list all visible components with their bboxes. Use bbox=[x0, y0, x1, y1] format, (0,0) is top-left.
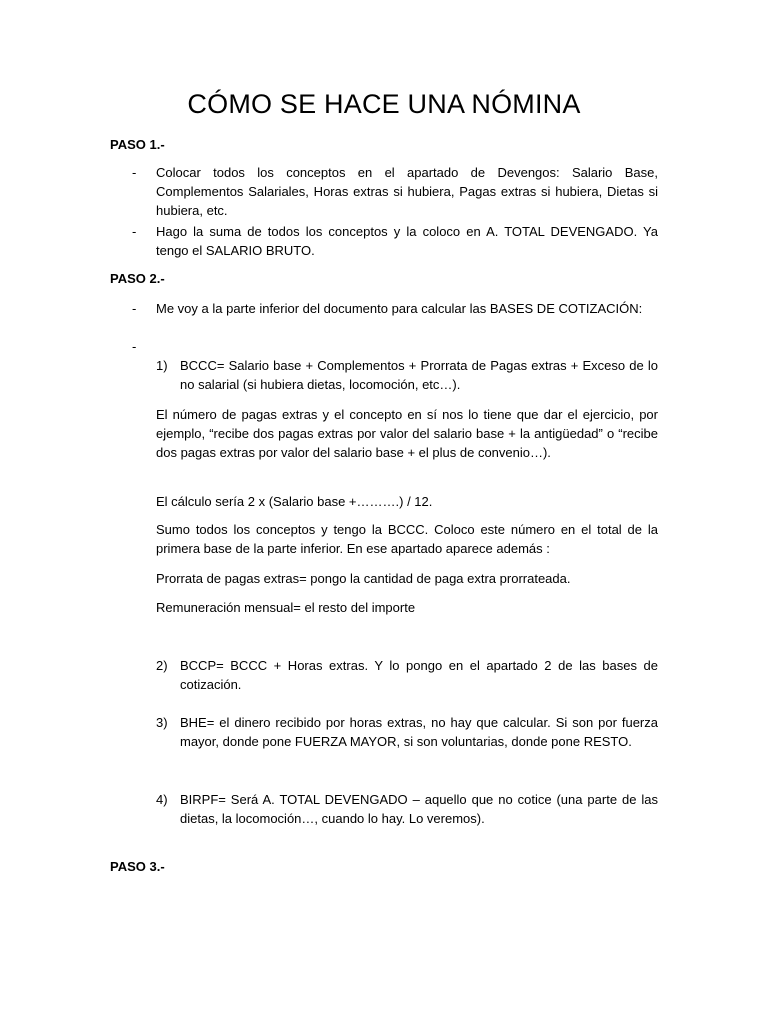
document-title: CÓMO SE HACE UNA NÓMINA bbox=[187, 89, 581, 119]
paso-2-heading: PASO 2.- bbox=[110, 271, 165, 286]
bullet-dash: - bbox=[132, 301, 137, 316]
paso-1-heading: PASO 1.- bbox=[110, 137, 165, 152]
bullet-dash: - bbox=[132, 224, 137, 239]
bullet-dash: - bbox=[132, 165, 137, 180]
paragraph-remuneracion: Remuneración mensual= el resto del importe bbox=[156, 600, 416, 615]
item-3-text: BHE= el dinero recibido por horas extras, no hay que calcular. Si son por fuerza mayor, donde pone FUERZA MAYOR, si son voluntarias, donde pone RESTO. bbox=[180, 715, 658, 749]
paragraph-pagas-extras: El número de pagas extras y el concepto en sí nos lo tiene que dar el ejercicio, por ejemplo, “recibe dos pagas extras por valor del salario base + la antigüedad” o “recibe dos pagas extras por valor del salario base + el plus de convenio…). bbox=[156, 407, 658, 460]
item-1-text: BCCC= Salario base + Complementos + Prorrata de Pagas extras + Exceso de lo no salarial (si hubiera dietas, locomoción, etc…). bbox=[180, 358, 658, 392]
paso-2-bullet-1: Me voy a la parte inferior del documento para calcular las BASES DE COTIZACIÓN: bbox=[156, 301, 643, 316]
bullet-dash: - bbox=[132, 339, 137, 354]
item-number: 3) bbox=[156, 715, 168, 730]
item-2-text: BCCP= BCCC + Horas extras. Y lo pongo en el apartado 2 de las bases de cotización. bbox=[180, 658, 658, 692]
item-number: 1) bbox=[156, 358, 168, 373]
item-number: 2) bbox=[156, 658, 168, 673]
paragraph-calculo: El cálculo sería 2 x (Salario base +……….) / 12. bbox=[156, 494, 433, 509]
item-number: 4) bbox=[156, 792, 168, 807]
paso-1-bullet-2: Hago la suma de todos los conceptos y la coloco en A. TOTAL DEVENGADO. Ya tengo el SALARIO BRUTO. bbox=[156, 224, 658, 258]
paso-1-bullet-1: Colocar todos los conceptos en el apartado de Devengos: Salario Base, Complementos Salariales, Horas extras si hubiera, Pagas extras si hubiera, Dietas si hubiera, etc. bbox=[156, 165, 658, 218]
paso-3-heading: PASO 3.- bbox=[110, 859, 165, 874]
paragraph-sumo-conceptos: Sumo todos los conceptos y tengo la BCCC. Coloco este número en el total de la primera base de la parte inferior. En ese apartado aparece además : bbox=[156, 522, 658, 556]
paragraph-prorrata: Prorrata de pagas extras= pongo la cantidad de paga extra prorrateada. bbox=[156, 571, 571, 586]
item-4-text: BIRPF= Será A. TOTAL DEVENGADO – aquello que no cotice (una parte de las dietas, la locomoción…, cuando lo hay. Lo veremos). bbox=[180, 792, 658, 826]
